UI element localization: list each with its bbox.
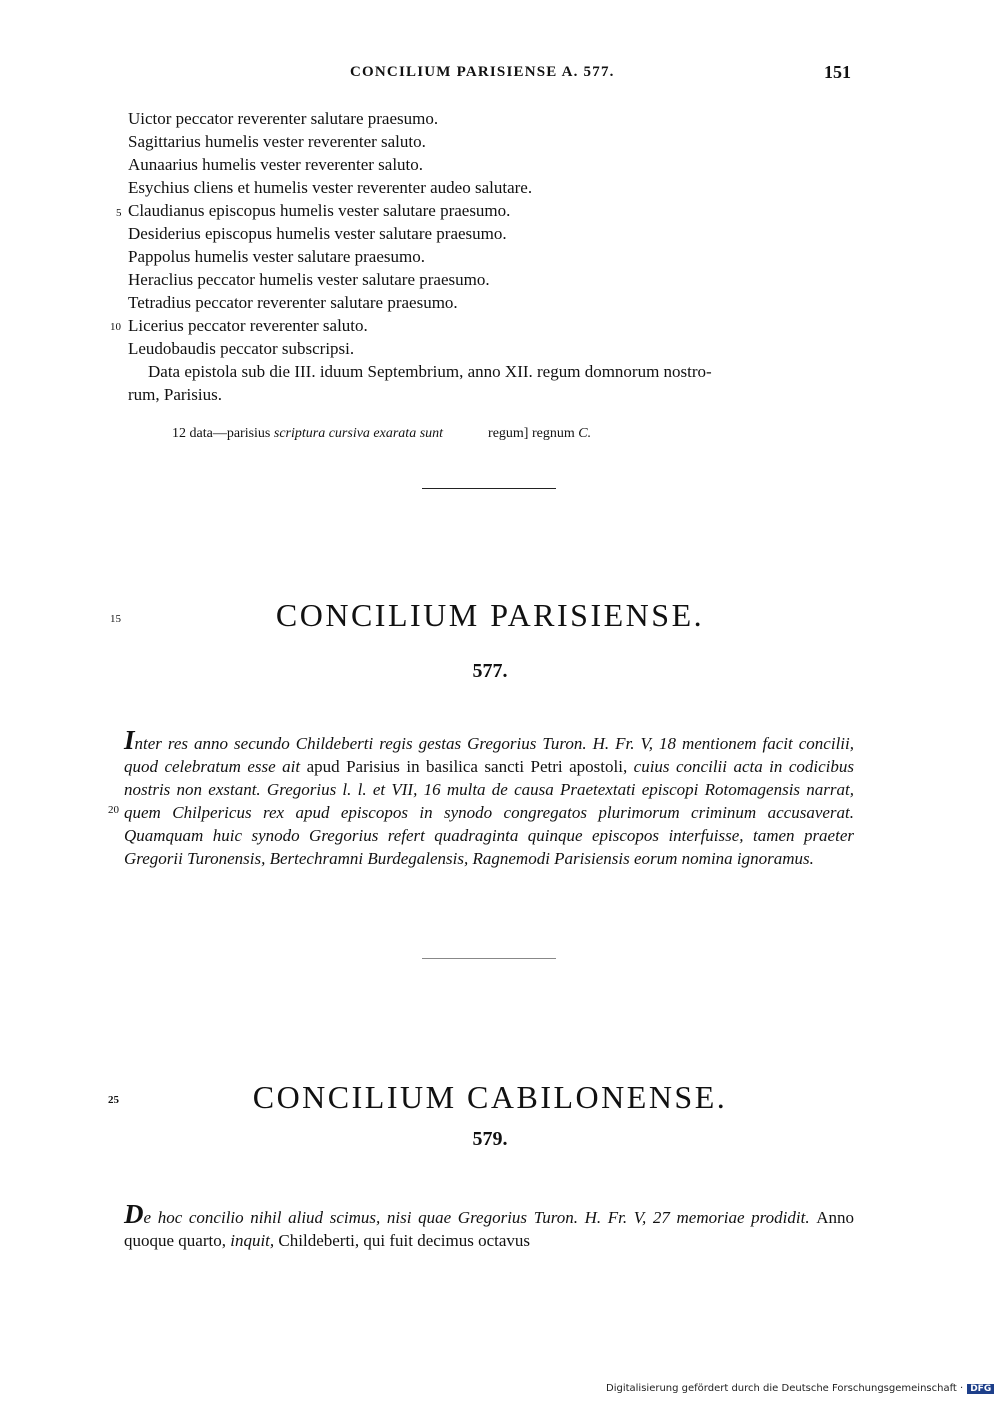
line-number-10: 10 [110,321,121,333]
credit-text: Digitalisierung gefördert durch die Deutsche Forschungsgemeinschaft [606,1383,957,1394]
subscription-line: Tetradius peccator reverenter salutare praesumo. [128,293,458,312]
page-number: 151 [824,62,851,82]
paragraph-text: inquit, [230,1231,275,1250]
subscription-line: Sagittarius humelis vester reverenter saluto. [128,132,426,151]
footnote-ref-2: regum] regnum [488,426,575,441]
footnote-note: scriptura cursiva exarata sunt [273,426,444,441]
section-divider [422,488,556,489]
footnote [172,426,591,442]
paragraph-text: e hoc concilio nihil aliud scimus, nisi quae Gregorius Turon. H. Fr. V, 27 memoriae prodidit. [143,1208,817,1227]
subscription-line: Esychius cliens et humelis vester reverenter audeo salutare. [128,178,533,197]
paragraph-text: cuius concilii acta in codicibus nostris non exstant. Gregorius l. l. et VII, 16 multa de causa Praetextati episcopi Rotomagensis narrat, quem Chilpericus rex apud episcopos in synodo congregatos plurimorum criminum accusaverat. Quamquam huic synodo Gregorius refert quadraginta quinque episcopos interfuisse, tamen praeter Gregorii Turonensis, Bertechramni Burdegalensis, Ragnemodi Parisiensis eorum nomina ignoramus. [124,757,855,868]
paragraph-text: Anno quoque quarto, [124,1208,854,1250]
drop-cap: I [124,725,135,755]
subscription-line: Pappolus humelis vester salutare praesumo. [128,247,425,266]
subscription-line: Licerius peccator reverenter saluto. [128,316,368,335]
subscription-line: Desiderius episcopus humelis vester salutare praesumo. [128,224,507,243]
running-title: CONCILIUM PARISIENSE A. 577. [350,64,615,80]
subscription-line: Leudobaudis peccator subscripsi. [128,339,355,358]
paragraph-text: nter res anno secundo Childeberti regis gestas Gregorius Turon. H. Fr. V, 18 mentionem facit concilii, quod celebratum esse ait [124,734,854,776]
dfg-logo: DFG [967,1384,994,1394]
section-intro-paragraph [124,725,855,870]
dating-line-1: Data epistola sub die III. iduum Septembrium, anno XII. regum domnorum nostro- [148,362,712,381]
subscription-line: Aunaarius humelis vester reverenter saluto. [128,155,424,174]
line-number-25: 25 [108,1094,119,1106]
section-intro-paragraph [124,1199,854,1252]
section-year: 577. [472,660,508,682]
dating-line-2: rum, Parisius. [128,385,222,404]
section-divider [422,958,556,959]
drop-cap: D [124,1199,144,1229]
section-title: CONCILIUM CABILONENSE. [252,1079,728,1115]
section-year: 579. [472,1128,508,1150]
footnote-ref: 12 data—parisius [172,426,271,441]
paragraph-text: apud Parisius in basilica sancti Petri apostoli, [306,757,628,776]
line-number-20: 20 [108,804,119,816]
line-number-15: 15 [110,613,121,625]
section-title: CONCILIUM PARISIENSE. [275,597,705,633]
subscription-line: Heraclius peccator humelis vester salutare praesumo. [128,270,490,289]
line-number-5: 5 [116,207,122,219]
subscription-line: Claudianus episcopus humelis vester salutare praesumo. [128,201,511,220]
subscription-line: Uictor peccator reverenter salutare praesumo. [128,109,439,128]
footnote-siglum: C. [578,426,592,441]
paragraph-text: Childeberti, qui fuit decimus octavus [274,1231,531,1250]
digitization-credit: Digitalisierung gefördert durch die Deutsche Forschungsgemeinschaft · DFG [606,1383,994,1394]
